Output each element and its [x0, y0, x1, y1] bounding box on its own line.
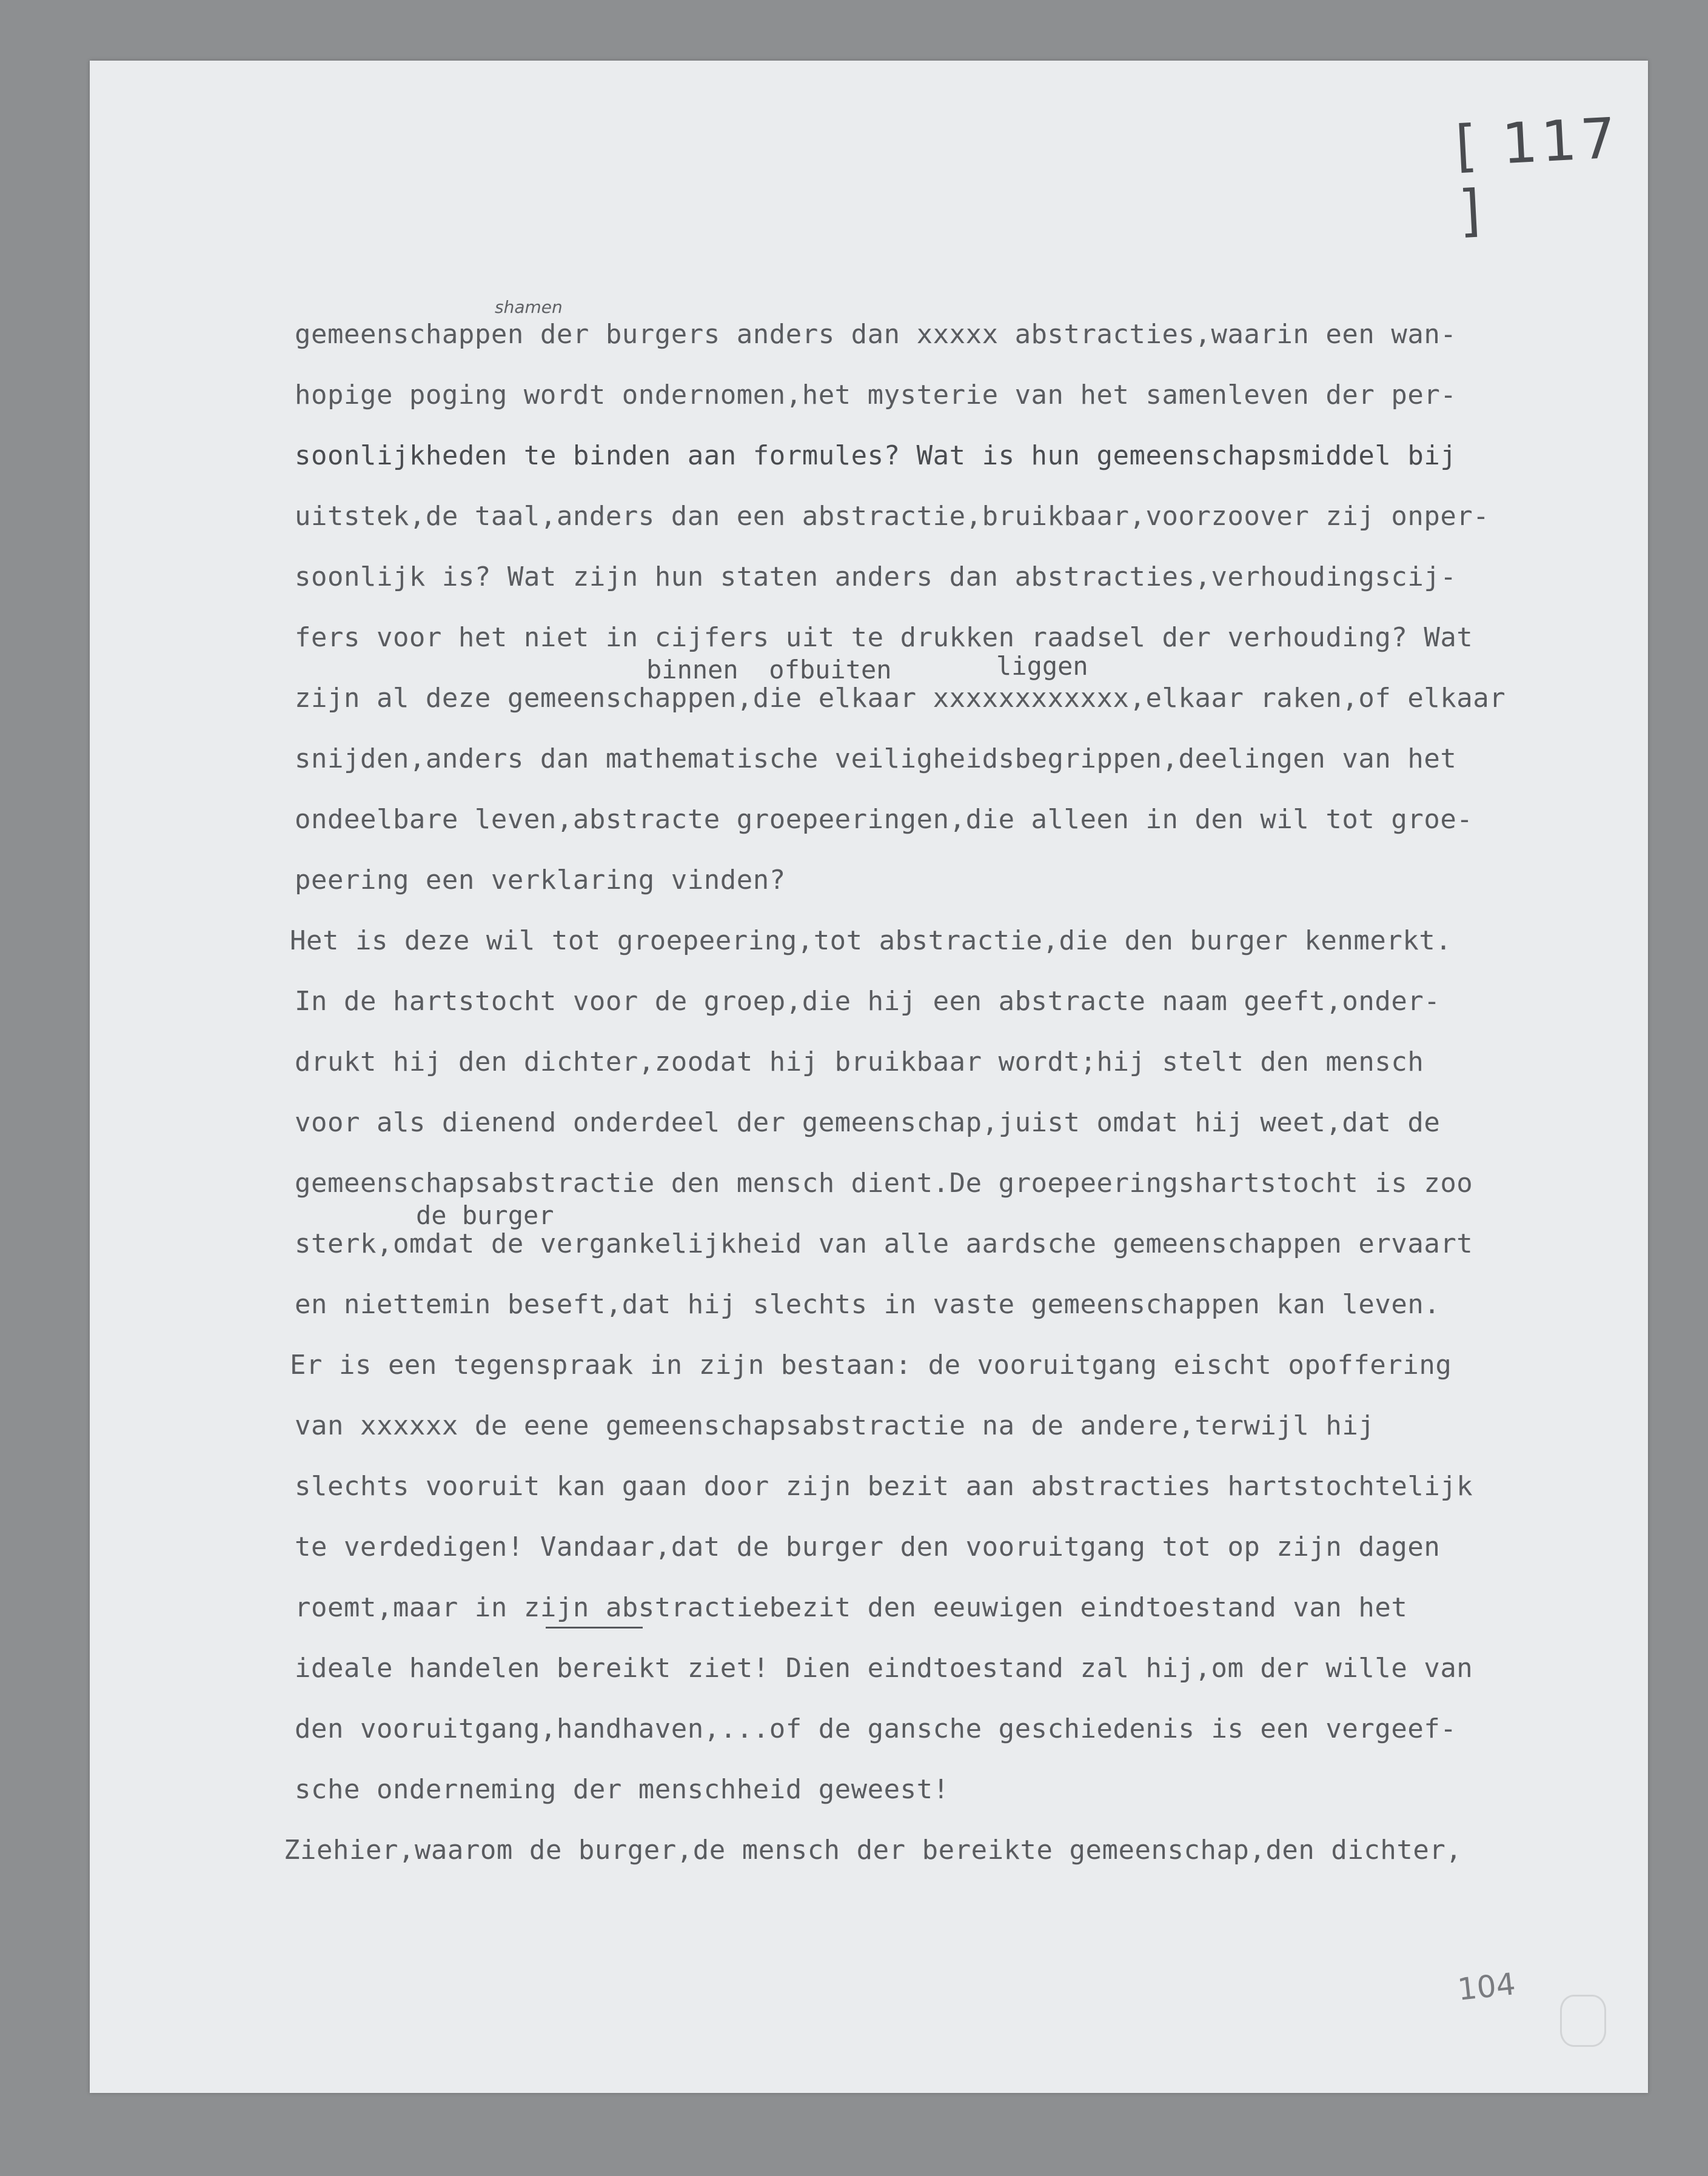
text-line-7: zijn al deze gemeenschappen,die elkaar xxxxxxxxxxxx,elkaar raken,of elkaar: [295, 683, 1506, 714]
typed-text-body: [90, 61, 1648, 2093]
text-line-8: snijden,anders dan mathematische veiligheidsbegrippen,deelingen van het: [295, 743, 1457, 774]
typed-insertion-liggen: liggen: [996, 651, 1088, 681]
text-line-1: gemeenschappen der burgers anders dan xxxxx abstracties,waarin een wan-: [295, 319, 1457, 350]
handwritten-insertion-shamen: shamen: [495, 297, 563, 317]
text-line-18: Er is een tegenspraak in zijn bestaan: de vooruitgang eischt opoffering: [290, 1350, 1452, 1381]
text-line-9: ondeelbare leven,abstracte groepeeringen,die alleen in den wil tot groe-: [295, 804, 1473, 835]
text-line-26: Ziehier,waarom de burger,de mensch der bereikte gemeenschap,den dichter,: [284, 1835, 1462, 1866]
typed-insertion-binnen-of-buiten: binnen ofbuiten: [646, 655, 892, 685]
page-number: 104: [1456, 1966, 1518, 2007]
document-page: [90, 61, 1648, 2093]
text-line-4: uitstek,de taal,anders dan een abstractie,bruikbaar,voorzoover zij onper-: [295, 501, 1490, 532]
text-line-10: peering een verklaring vinden?: [295, 865, 786, 896]
text-line-12: In de hartstocht voor de groep,die hij een abstracte naam geeft,onder-: [295, 986, 1441, 1017]
text-line-2: hopige poging wordt ondernomen,het mysterie van het samenleven der per-: [295, 380, 1457, 410]
underline-zijn: [546, 1627, 643, 1629]
text-line-17: en niettemin beseft,dat hij slechts in vaste gemeenschappen kan leven.: [295, 1289, 1441, 1320]
typed-insertion-de-burger: de burger: [416, 1200, 554, 1230]
text-line-20: slechts vooruit kan gaan door zijn bezit aan abstracties hartstochtelijk: [295, 1471, 1473, 1502]
faint-stamp-mark: [1560, 1995, 1606, 2047]
text-line-13: drukt hij den dichter,zoodat hij bruikbaar wordt;hij stelt den mensch: [295, 1046, 1424, 1077]
archive-number: [ 117 ]: [1453, 105, 1621, 244]
text-line-11: Het is deze wil tot groepeering,tot abstractie,die den burger kenmerkt.: [290, 925, 1452, 956]
text-line-6: fers voor het niet in cijfers uit te drukken raadsel der verhouding? Wat: [295, 622, 1473, 653]
text-line-16: sterk,omdat de vergankelijkheid van alle aardsche gemeenschappen ervaart: [295, 1228, 1473, 1259]
text-line-23: ideale handelen bereikt ziet! Dien eindtoestand zal hij,om der wille van: [295, 1653, 1473, 1684]
text-line-19: van xxxxxx de eene gemeenschapsabstractie na de andere,terwijl hij: [295, 1410, 1375, 1441]
text-line-21: te verdedigen! Vandaar,dat de burger den vooruitgang tot op zijn dagen: [295, 1532, 1441, 1562]
text-line-3: soonlijkheden te binden aan formules? Wat is hun gemeenschapsmiddel bij: [295, 440, 1457, 471]
text-line-24: den vooruitgang,handhaven,...of de gansche geschiedenis is een vergeef-: [295, 1713, 1457, 1744]
text-line-15: gemeenschapsabstractie den mensch dient.De groepeeringshartstocht is zoo: [295, 1168, 1473, 1199]
text-line-14: voor als dienend onderdeel der gemeenschap,juist omdat hij weet,dat de: [295, 1107, 1441, 1138]
text-line-5: soonlijk is? Wat zijn hun staten anders dan abstracties,verhoudingscij-: [295, 561, 1457, 592]
text-line-22: roemt,maar in zijn abstractiebezit den eeuwigen eindtoestand van het: [295, 1592, 1408, 1623]
text-line-25: sche onderneming der menschheid geweest!: [295, 1774, 949, 1805]
